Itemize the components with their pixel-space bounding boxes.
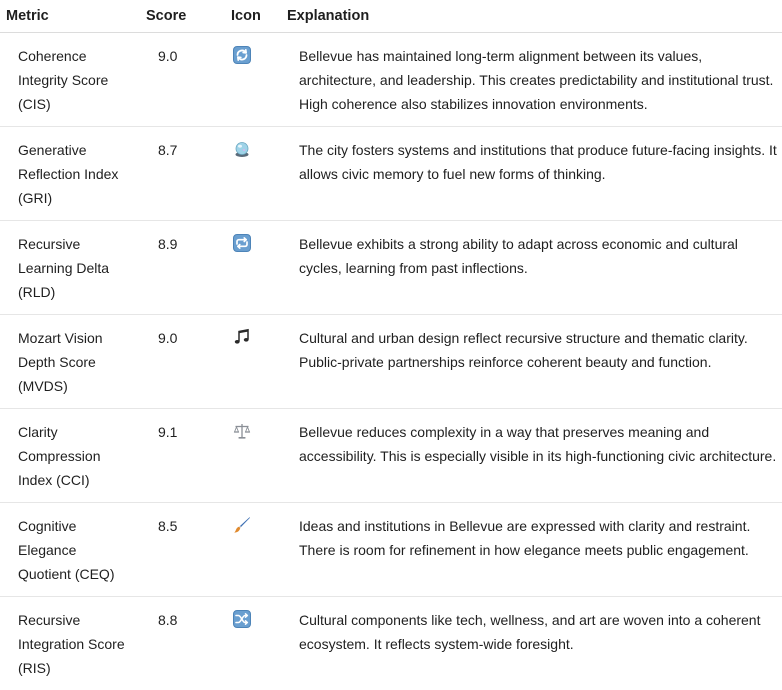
metric-score: 8.8: [133, 597, 219, 690]
table-row: [0, 33, 782, 127]
metric-score: 9.1: [133, 409, 219, 503]
table-header-row: [0, 0, 782, 33]
metric-score: 9.0: [133, 33, 219, 127]
metric-score: 8.9: [133, 221, 219, 315]
balance-scale-icon: [233, 422, 251, 440]
metric-explanation: Cultural components like tech, wellness, and art are woven into a coherent ecosystem. It reflects system-wide foresight.: [287, 597, 782, 690]
table-row: [0, 409, 782, 503]
musical-note-icon: [233, 328, 251, 346]
metric-explanation: Bellevue reduces complexity in a way that preserves meaning and accessibility. This is especially visible in its high-functioning civic architecture.: [287, 409, 782, 503]
table-row: [0, 221, 782, 315]
arrows-counterclockwise-icon: [233, 46, 251, 64]
metric-explanation: Ideas and institutions in Bellevue are expressed with clarity and restraint. There is room for refinement in how elegance meets public engagement.: [287, 503, 782, 597]
metric-name: Recursive Learning Delta (RLD): [0, 221, 133, 315]
table-row: [0, 315, 782, 409]
metric-name: Cognitive Elegance Quotient (CEQ): [0, 503, 133, 597]
header-explanation: Explanation: [287, 0, 782, 33]
header-score: Score: [133, 0, 219, 33]
metric-explanation: The city fosters systems and institutions that produce future-facing insights. It allows civic memory to fuel new forms of thinking.: [287, 127, 782, 221]
metric-score: 9.0: [133, 315, 219, 409]
paintbrush-icon: [233, 516, 251, 534]
metric-name: Recursive Integration Score (RIS): [0, 597, 133, 690]
repeat-icon: [233, 234, 251, 252]
table-row: [0, 127, 782, 221]
metric-explanation: Bellevue has maintained long-term alignment between its values, architecture, and leadership. This creates predictability and institutional trust. High coherence also stabilizes innovation environments.: [287, 33, 782, 127]
header-metric: Metric: [0, 0, 133, 33]
metric-name: Generative Reflection Index (GRI): [0, 127, 133, 221]
table-row: [0, 503, 782, 597]
crystal-ball-icon: [233, 140, 251, 158]
shuffle-icon: [233, 610, 251, 628]
metric-explanation: Bellevue exhibits a strong ability to adapt across economic and cultural cycles, learning from past inflections.: [287, 221, 782, 315]
metric-name: Coherence Integrity Score (CIS): [0, 33, 133, 127]
header-icon: Icon: [219, 0, 287, 33]
metric-score: 8.5: [133, 503, 219, 597]
metric-explanation: Cultural and urban design reflect recursive structure and thematic clarity. Public-private partnerships reinforce coherent beauty and function.: [287, 315, 782, 409]
metric-name: Clarity Compression Index (CCI): [0, 409, 133, 503]
metric-name: Mozart Vision Depth Score (MVDS): [0, 315, 133, 409]
metric-score: 8.7: [133, 127, 219, 221]
